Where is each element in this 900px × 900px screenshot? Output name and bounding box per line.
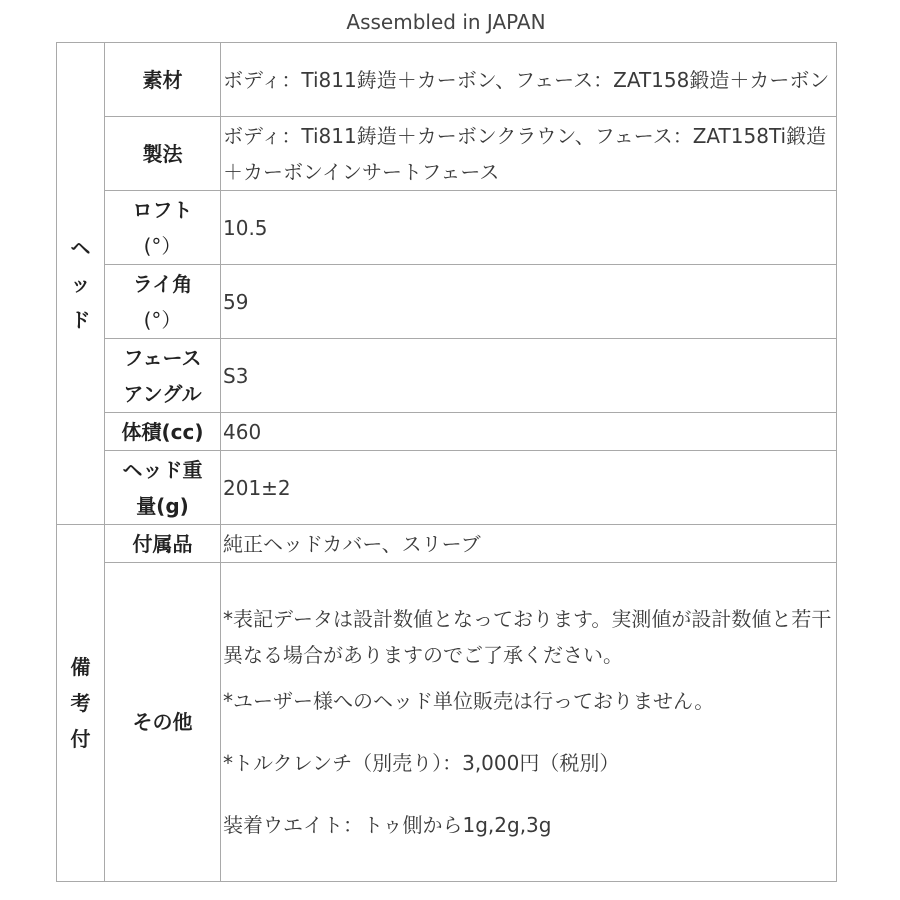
row-value-lie: 59 — [221, 265, 837, 339]
row-label-lie-line1: ライ角 — [132, 271, 193, 296]
other-note: 装着ウエイト：トゥ側から1g,2g,3g — [223, 813, 552, 837]
spec-table — [56, 42, 837, 882]
group-remarks-char: 考 — [70, 691, 91, 715]
row-label-other: その他 — [105, 563, 221, 882]
row-value-material: ボディ：Ti811鋳造＋カーボン、フェース：ZAT158鍛造＋カーボン — [221, 43, 837, 117]
table-row-method — [57, 117, 837, 191]
assembled-caption: Assembled in JAPAN — [346, 10, 546, 34]
row-value-loft: 10.5 — [221, 191, 837, 265]
other-note: *表記データは設計数値となっております。実測値が設計数値と若干異なる場合がありますのでご了承ください。 — [223, 607, 832, 667]
group-remarks-char: 備 — [70, 655, 91, 679]
row-value-volume: 460 — [221, 413, 837, 451]
row-label-head-weight-line1: ヘッド重 — [122, 457, 203, 482]
row-label-material: 素材 — [105, 43, 221, 117]
row-label-loft — [105, 191, 221, 265]
group-head-char: ッ — [70, 271, 91, 296]
row-value-other — [221, 563, 837, 882]
table-row-volume — [57, 413, 837, 451]
table-row-face-angle — [57, 339, 837, 413]
row-label-loft-line2: (°） — [143, 233, 182, 258]
table-row-accessories — [57, 525, 837, 563]
table-row-lie — [57, 265, 837, 339]
group-head-char: ド — [70, 307, 91, 332]
table-row-other — [57, 563, 837, 882]
row-label-head-weight — [105, 451, 221, 525]
group-head-cell — [57, 43, 105, 525]
other-note: *トルクレンチ（別売り）：3,000円（税別） — [223, 751, 620, 775]
row-value-method: ボディ：Ti811鋳造＋カーボンクラウン、フェース：ZAT158Ti鍛造＋カーボンインサートフェース — [221, 117, 837, 191]
group-head-char: ヘ — [70, 235, 91, 260]
other-note: *ユーザー様へのヘッド単位販売は行っておりません。 — [223, 689, 715, 713]
group-remarks-char: 付 — [70, 727, 91, 751]
table-row-loft — [57, 191, 837, 265]
row-label-face-angle-line2: アングル — [123, 381, 202, 406]
group-remarks-cell — [57, 525, 105, 882]
row-label-lie — [105, 265, 221, 339]
table-row-head-weight — [57, 451, 837, 525]
row-value-head-weight: 201±2 — [221, 451, 837, 525]
row-label-head-weight-line2: 量(g) — [136, 493, 189, 518]
row-label-accessories: 付属品 — [105, 525, 221, 563]
row-label-loft-line1: ロフト — [132, 197, 193, 222]
table-row-material — [57, 43, 837, 117]
row-value-accessories: 純正ヘッドカバー、スリーブ — [221, 525, 837, 563]
row-label-face-angle-line1: フェース — [123, 345, 202, 370]
row-label-lie-line2: (°） — [143, 307, 182, 332]
row-label-method: 製法 — [105, 117, 221, 191]
row-value-face-angle: S3 — [221, 339, 837, 413]
row-label-volume: 体積(cc) — [105, 413, 221, 451]
row-label-face-angle — [105, 339, 221, 413]
